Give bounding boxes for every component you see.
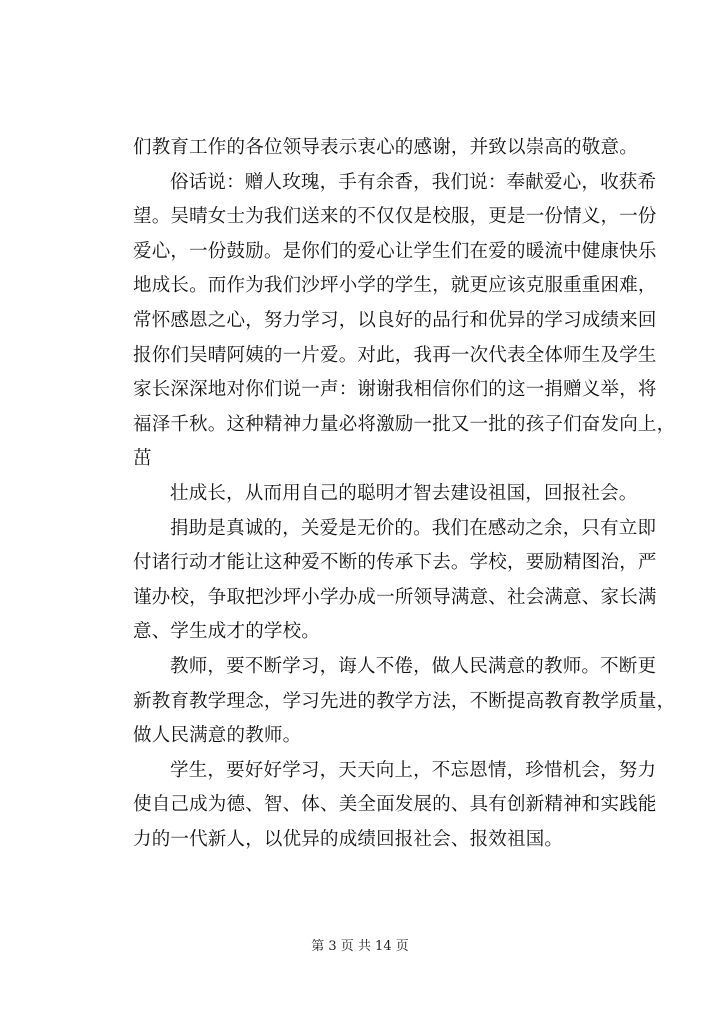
text-line: 地成长。而作为我们沙坪小学的学生，就更应该克服重重困难，: [133, 275, 657, 297]
text-line: 福泽千秋。这种精神力量必将激励一批又一批的孩子们奋发向上，: [133, 413, 676, 435]
text-line: 使自己成为德、智、体、美全面发展的、具有创新精神和实践能: [133, 794, 657, 816]
text-line: 意、学生成才的学校。: [133, 621, 321, 643]
text-line: 报你们吴晴阿姨的一片爱。对此，我再一次代表全体师生及学生: [133, 344, 657, 366]
text-line: 家长深深地对你们说一声：谢谢我相信你们的这一捐赠义举，将: [133, 379, 657, 401]
paragraph-start-line: 俗话说：赠人玫瑰，手有余香，我们说：奉献爱心，收获希: [170, 171, 657, 193]
text-line: 茁: [133, 448, 152, 470]
text-line: 常怀感恩之心，努力学习，以良好的品行和优异的学习成绩来回: [133, 309, 657, 331]
paragraph-start-line: 捐助是真诚的，关爱是无价的。我们在感动之余，只有立即: [170, 517, 657, 539]
paragraph-start-line: 壮成长，从而用自己的聪明才智去建设祖国，回报社会。: [170, 482, 638, 504]
text-line: 新教育教学理念，学习先进的教学方法，不断提高教育教学质量，: [133, 690, 676, 712]
page-footer: [0, 938, 720, 956]
text-line: 爱心，一份鼓励。是你们的爱心让学生们在爱的暖流中健康快乐: [133, 240, 657, 262]
text-line: 付诸行动才能让这种爱不断的传承下去。学校，要励精图治，严: [133, 552, 657, 574]
paragraph-start-line: 学生，要好好学习，天天向上，不忘恩情，珍惜机会，努力: [170, 759, 657, 781]
page-number-label: 第 3 页 共 14 页: [311, 939, 409, 954]
paragraph-start-line: 教师，要不断学习，诲人不倦，做人民满意的教师。不断更: [170, 655, 657, 677]
text-line: 望。吴晴女士为我们送来的不仅仅是校服，更是一份情义，一份: [133, 206, 657, 228]
text-line: 们教育工作的各位领导表示衷心的感谢，并致以崇高的敬意。: [133, 137, 638, 158]
text-line: 做人民满意的教师。: [133, 725, 302, 747]
text-line: 谨办校，争取把沙坪小学办成一所领导满意、社会满意、家长满: [133, 586, 657, 608]
text-line: 力的一代新人，以优异的成绩回报社会、报效祖国。: [133, 828, 564, 850]
body-text: [133, 131, 676, 857]
